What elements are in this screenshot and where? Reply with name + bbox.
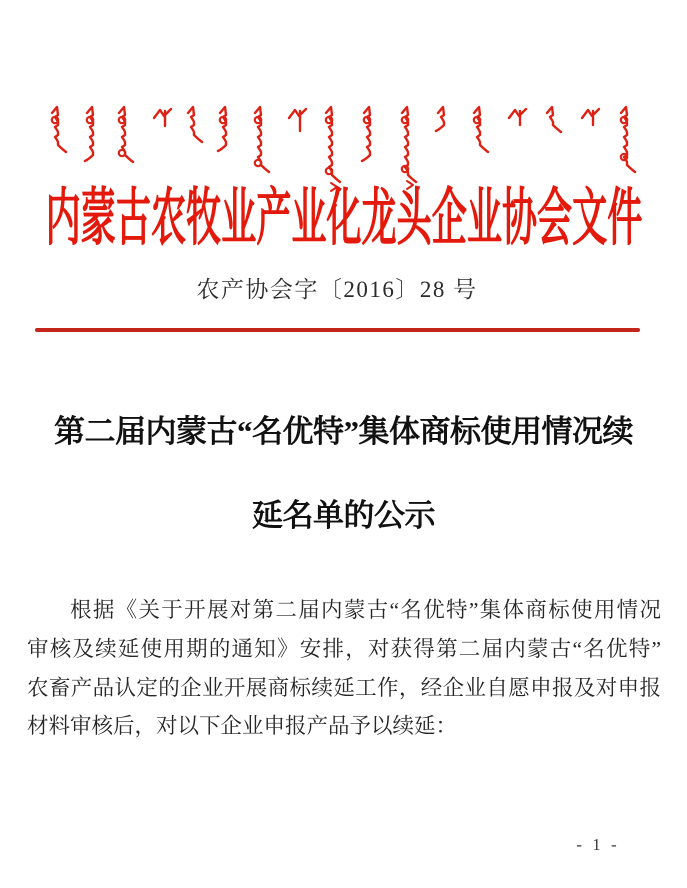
letterhead-divider: [35, 328, 640, 332]
body-line-4: 材料审核后，对以下企业申报产品予以续延：: [27, 714, 458, 739]
letterhead-org-title: [0, 183, 687, 253]
body-line-2: 审核及续延使用期的通知》安排，对获得第二届内蒙古“名优特”: [27, 636, 661, 661]
body-line-3: 农畜产品认定的企业开展商标续延工作，经企业自愿申报及对申报: [27, 675, 661, 700]
document-title-line2: 延名单的公示: [252, 498, 435, 533]
body-paragraph: [27, 591, 661, 746]
document-title-line1: 第二届内蒙古“名优特”集体商标使用情况续: [54, 414, 633, 449]
body-line-1: 根据《关于开展对第二届内蒙古“名优特”集体商标使用情况: [70, 598, 661, 622]
document-number: 农产协会字〔2016〕28 号: [196, 277, 478, 302]
page-number: - 1 -: [576, 835, 620, 854]
letterhead-org-title-text: 内蒙古农牧业产业化龙头企业协会文件: [45, 183, 642, 253]
